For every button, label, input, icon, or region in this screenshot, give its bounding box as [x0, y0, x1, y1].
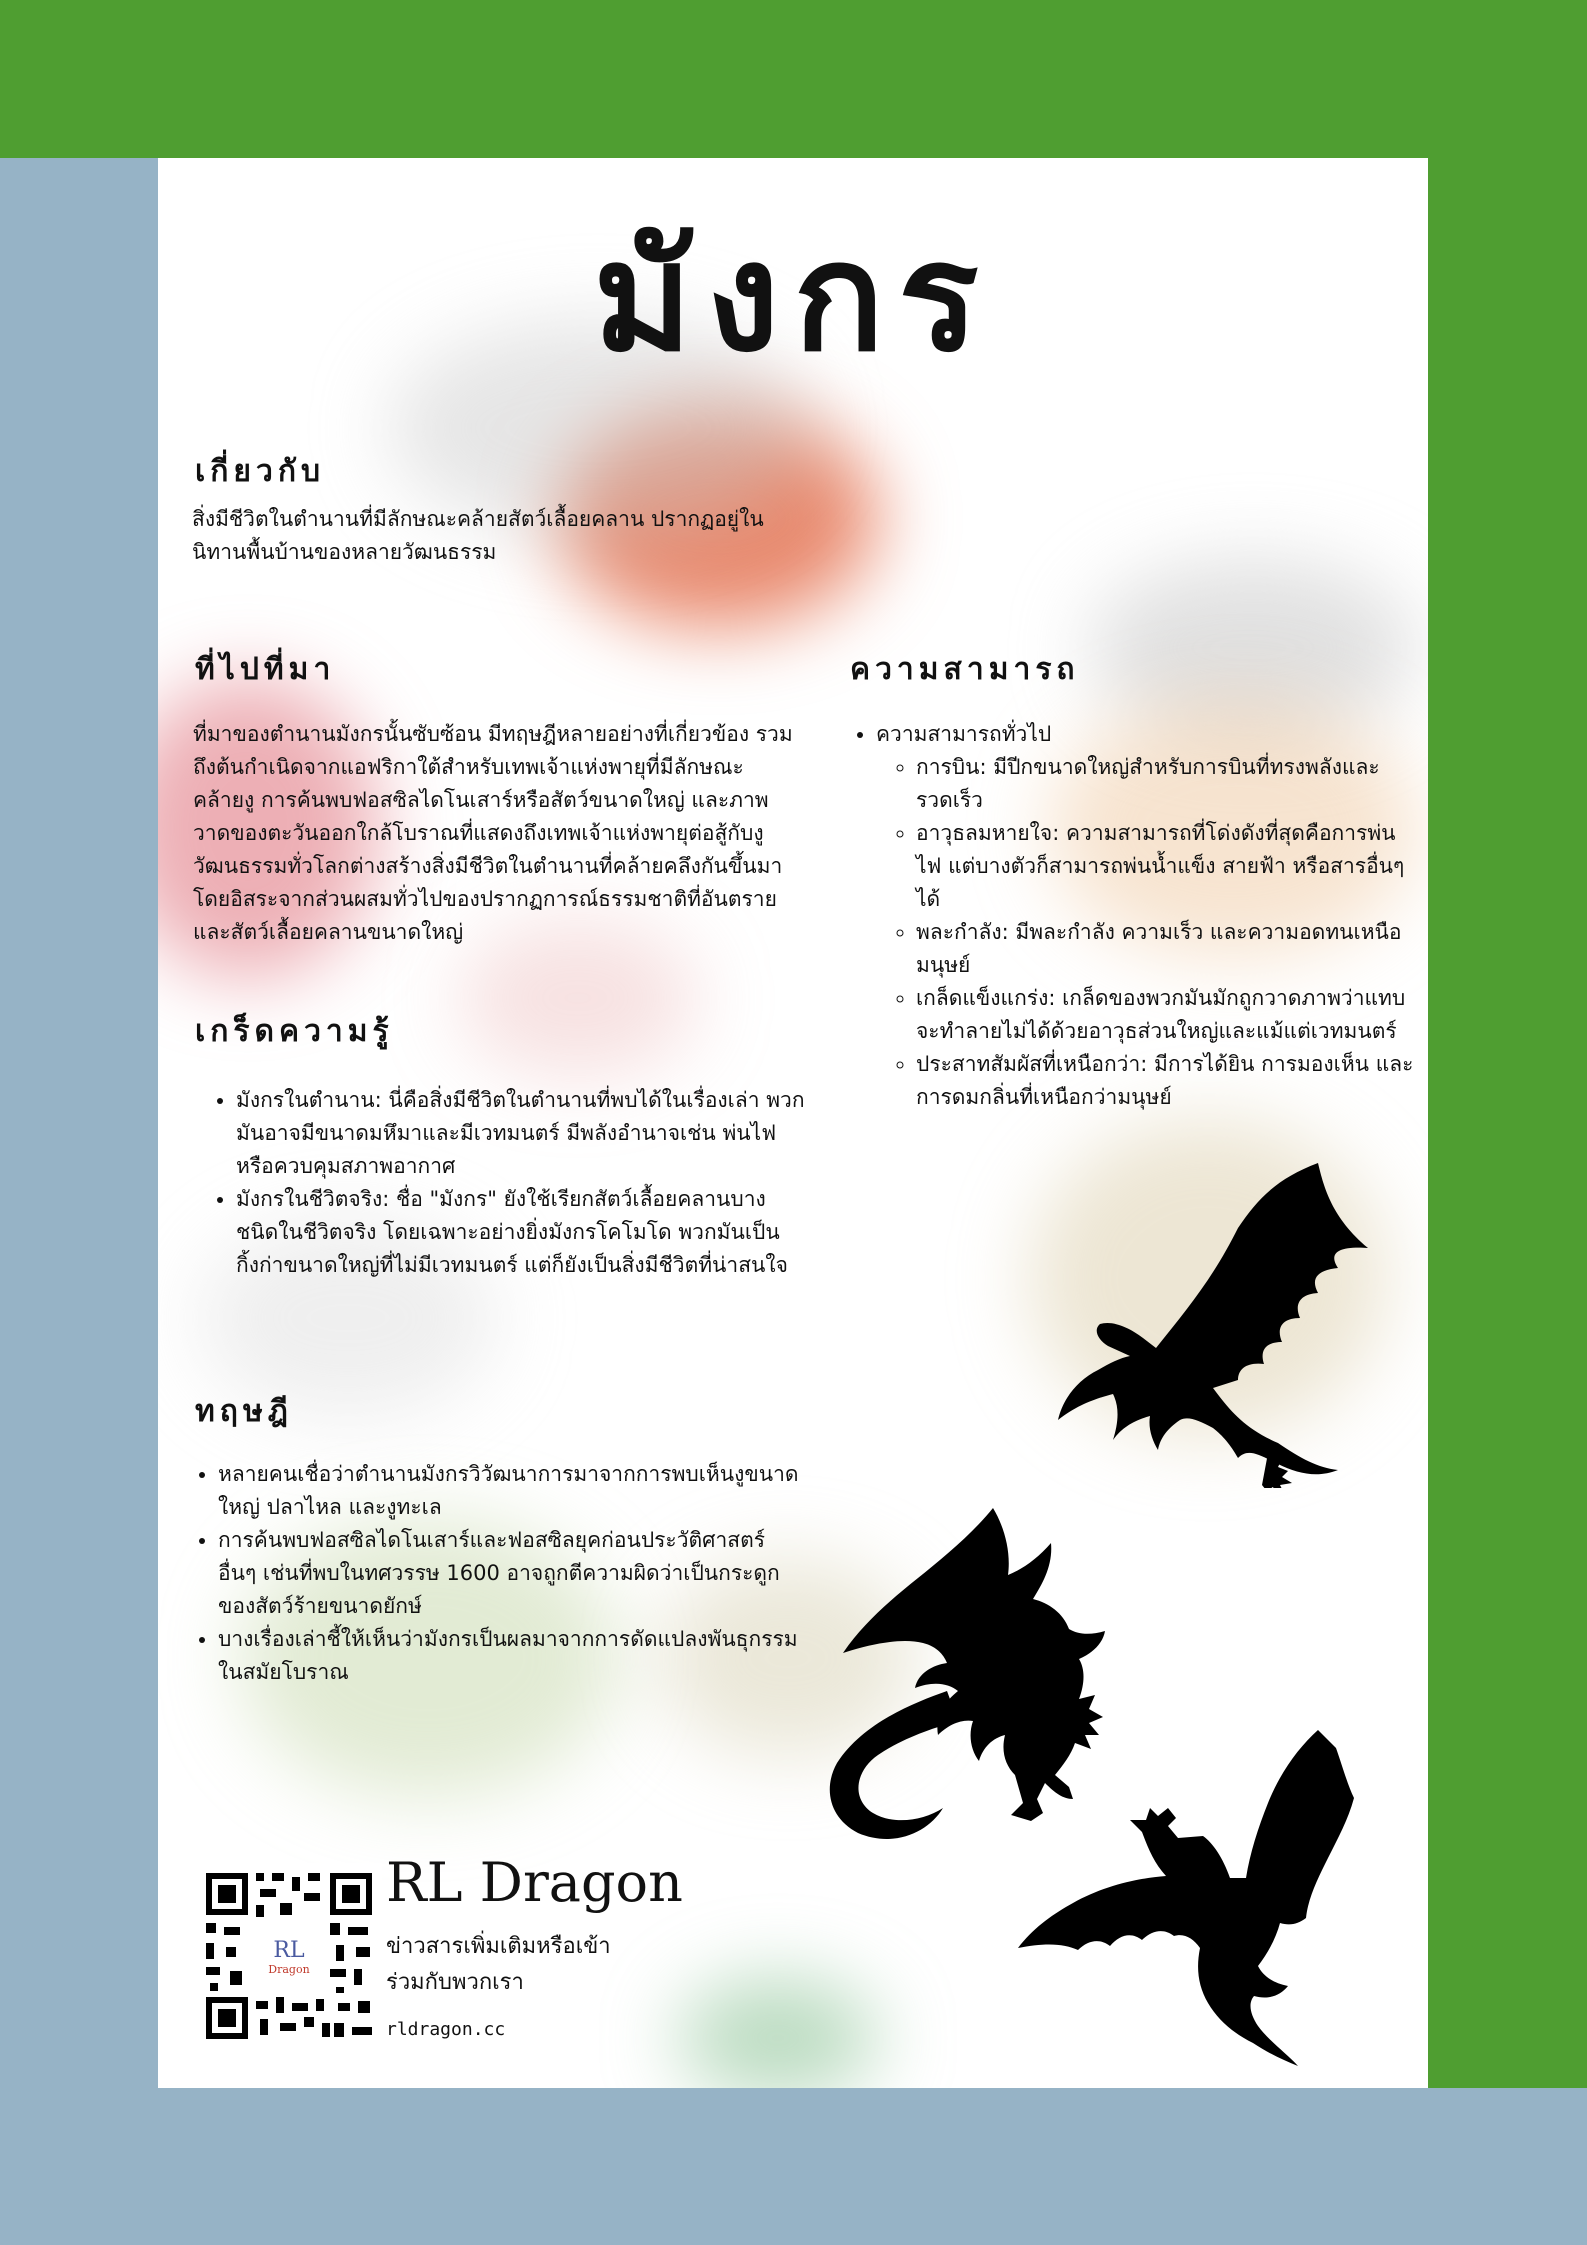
- trivia-item: • มังกรในตำนาน: นี่คือสิ่งมีชีวิตในตำนานที่พบได้ในเรื่องเล่า พวกมันอาจมีขนาดมหึมาและมีเวทมนตร์ มีพลังอำนาจเช่น พ่นไฟหรือควบคุมสภาพอากาศ: [236, 1084, 806, 1183]
- theory-heading: ทฤษฎี: [195, 1394, 293, 1429]
- theory-list: [180, 1458, 803, 1689]
- ability-item: ◦ พละกำลัง: มีพละกำลัง ความเร็ว และความอดทนเหนือมนุษย์: [916, 916, 1416, 982]
- abilities-list: [838, 718, 1416, 1114]
- green-band-right: [1428, 0, 1587, 2088]
- theory-item: • บางเรื่องเล่าชี้ให้เห็นว่ามังกรเป็นผลมาจากการดัดแปลงพันธุกรรมในสมัยโบราณ: [218, 1623, 803, 1689]
- trivia-heading: เกร็ดความรู้: [195, 1014, 394, 1049]
- footer-text: ข่าวสารเพิ่มเติมหรือเข้าร่วมกับพวกเรา: [386, 1934, 611, 1995]
- abilities-group-label: ความสามารถทั่วไป: [876, 722, 1052, 746]
- footer-url[interactable]: rldragon.cc: [386, 2019, 506, 2040]
- qr-code[interactable]: [196, 1863, 382, 2049]
- ability-item: ◦ การบิน: มีปีกขนาดใหญ่สำหรับการบินที่ทรงพลังและรวดเร็ว: [916, 751, 1416, 817]
- brand-name: RL Dragon: [386, 1851, 683, 1914]
- ability-item: ◦ เกล็ดแข็งแกร่ง: เกล็ดของพวกมันมักถูกวาดภาพว่าแทบจะทำลายไม่ได้ด้วยอาวุธส่วนใหญ่และแม้แต่เวทมนตร์: [916, 982, 1416, 1048]
- ability-item: ◦ อาวุธลมหายใจ: ความสามารถที่โด่งดังที่สุดคือการพ่นไฟ แต่บางตัวก็สามารถพ่นน้ำแข็ง สายฟ้า หรือสารอื่นๆ ได้: [916, 817, 1416, 916]
- trivia-item: • มังกรในชีวิตจริง: ชื่อ "มังกร" ยังใช้เรียกสัตว์เลื้อยคลานบางชนิดในชีวิตจริง โดยเฉพาะอย่างยิ่งมังกรโคโมโด พวกมันเป็นกิ้งก่าขนาดใหญ่ที่ไม่มีเวทมนตร์ แต่ก็ยังเป็นสิ่งมีชีวิตที่น่าสนใจ: [236, 1183, 806, 1282]
- page-title: มังกร: [593, 211, 993, 385]
- qr-logo-line2: Dragon: [268, 1963, 310, 1976]
- trivia-list: [198, 1084, 806, 1282]
- about-text: สิ่งมีชีวิตในตำนานที่มีลักษณะคล้ายสัตว์เลื้อยคลาน ปรากฏอยู่ในนิทานพื้นบ้านของหลายวัฒนธรรม: [192, 507, 764, 564]
- about-heading: เกี่ยวกับ: [195, 454, 326, 489]
- origin-heading: ที่ไปที่มา: [195, 652, 336, 687]
- dragon-silhouette-bottom: [1018, 1728, 1358, 2068]
- origin-text: ที่มาของตำนานมังกรนั้นซับซ้อน มีทฤษฎีหลายอย่างที่เกี่ยวข้อง รวมถึงต้นกำเนิดจากแอฟริกาใต้สำหรับเทพเจ้าแห่งพายุที่มีลักษณะคล้ายงู การค้นพบฟอสซิลไดโนเสาร์หรือสัตว์ขนาดใหญ่ และภาพวาดของตะวันออกใกล้โบราณที่แสดงถึงเทพเจ้าแห่งพายุต่อสู้กับงู วัฒนธรรมทั่วโลกต่างสร้างสิ่งมีชีวิตในตำนานที่คล้ายคลึงกันขึ้นมาโดยอิสระจากส่วนผสมทั่วไปของปรากฏการณ์ธรรมชาติที่อันตรายและสัตว์เลื้อยคลานขนาดใหญ่: [193, 722, 793, 944]
- dragon-silhouette-top: [1038, 1158, 1378, 1488]
- theory-item: • การค้นพบฟอสซิลไดโนเสาร์และฟอสซิลยุคก่อนประวัติศาสตร์อื่นๆ เช่นที่พบในทศวรรษ 1600 อาจถูกตีความผิดว่าเป็นกระดูกของสัตว์ร้ายขนาดยักษ์: [218, 1524, 803, 1623]
- theory-item: • หลายคนเชื่อว่าตำนานมังกรวิวัฒนาการมาจากการพบเห็นงูขนาดใหญ่ ปลาไหล และงูทะเล: [218, 1458, 803, 1524]
- qr-logo-line1: RL: [273, 1938, 305, 1963]
- green-band-top: [0, 0, 1587, 158]
- abilities-heading: ความสามารถ: [850, 652, 1080, 687]
- ability-item: ◦ ประสาทสัมผัสที่เหนือกว่า: มีการได้ยิน การมองเห็น และการดมกลิ่นที่เหนือกว่ามนุษย์: [916, 1048, 1416, 1114]
- poster-page: [158, 158, 1428, 2088]
- abilities-sublist: [876, 751, 1416, 1114]
- abilities-group: [876, 718, 1416, 1114]
